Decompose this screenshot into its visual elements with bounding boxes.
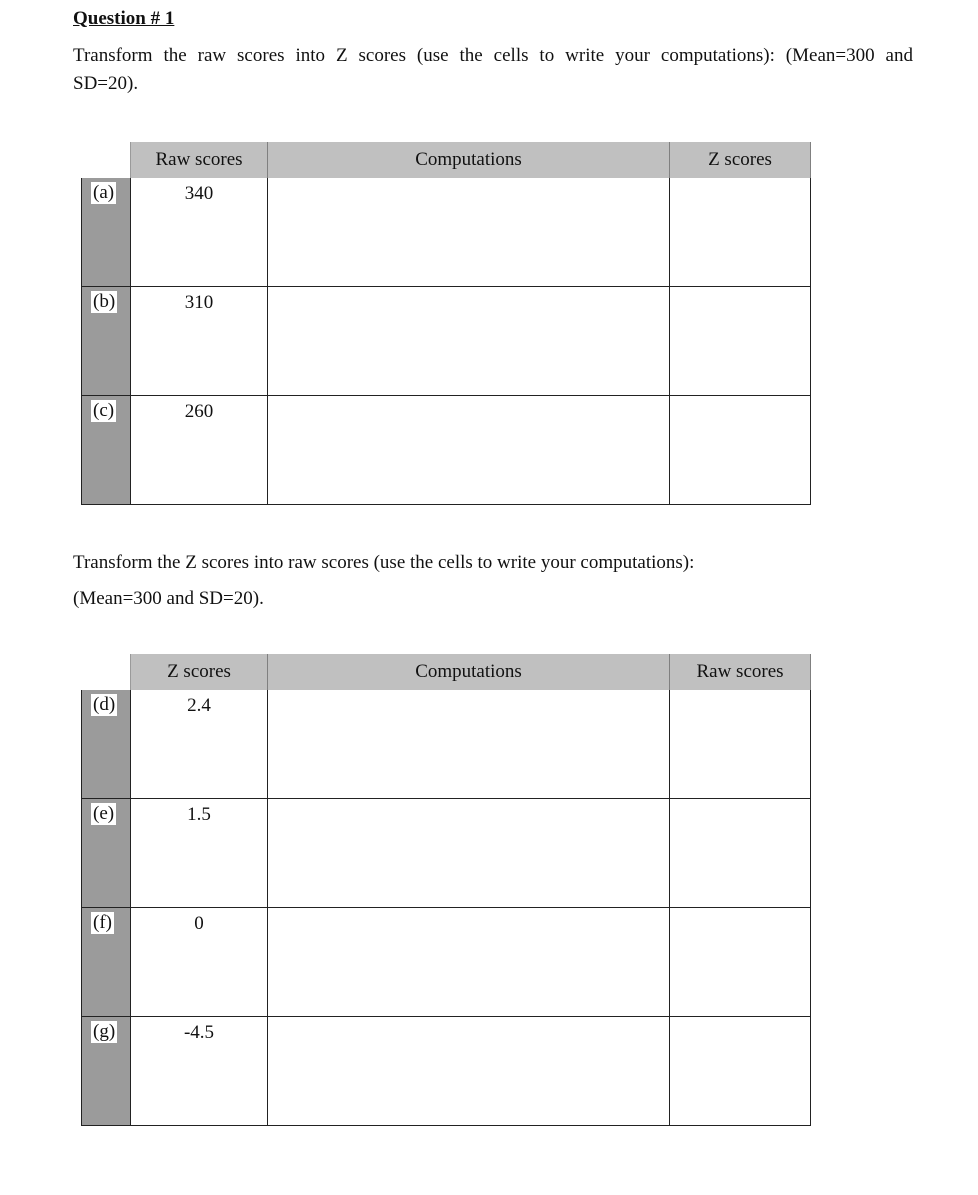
table-row	[82, 690, 811, 799]
raw-score-cell[interactable]	[670, 690, 811, 799]
row-label-cell	[82, 396, 131, 505]
raw-score-cell[interactable]	[670, 1017, 811, 1126]
table-row	[82, 178, 811, 287]
row-label-cell	[82, 799, 131, 908]
section1-instruction-line1: Transform the raw scores into Z scores (use the cells to write your computations): (Mean=300 and	[73, 45, 913, 66]
section2-instructions	[73, 545, 913, 617]
computation-cell[interactable]	[268, 1017, 670, 1126]
z-score-cell: -4.5	[131, 1017, 268, 1126]
header-z-scores: Z scores	[670, 142, 811, 178]
z-score-cell: 1.5	[131, 799, 268, 908]
z-score-cell[interactable]	[670, 396, 811, 505]
table-row	[82, 287, 811, 396]
table-row	[82, 799, 811, 908]
table-row	[82, 908, 811, 1017]
row-label-cell	[82, 690, 131, 799]
header-raw-scores: Raw scores	[670, 654, 811, 690]
section2-instruction-line2: (Mean=300 and SD=20).	[73, 588, 264, 609]
row-label: (g)	[93, 1021, 116, 1042]
raw-score-cell[interactable]	[670, 908, 811, 1017]
raw-score-cell: 340	[131, 178, 268, 287]
header-z-scores: Z scores	[131, 654, 268, 690]
z-score-cell[interactable]	[670, 287, 811, 396]
header-raw-scores: Raw scores	[131, 142, 268, 178]
computation-cell[interactable]	[268, 690, 670, 799]
section2-instruction-line1: Transform the Z scores into raw scores (use the cells to write your computations):	[73, 552, 695, 573]
row-label: (f)	[93, 912, 112, 933]
row-label-cell	[82, 1017, 131, 1126]
row-label-cell	[82, 287, 131, 396]
row-label: (a)	[93, 182, 115, 203]
table-header-row	[82, 142, 811, 178]
z-score-cell[interactable]	[670, 178, 811, 287]
computation-cell[interactable]	[268, 287, 670, 396]
raw-score-cell[interactable]	[670, 799, 811, 908]
table-row	[82, 1017, 811, 1126]
raw-to-z-table	[81, 142, 811, 505]
computation-cell[interactable]	[268, 799, 670, 908]
raw-score-cell: 260	[131, 396, 268, 505]
computation-cell[interactable]	[268, 908, 670, 1017]
table-header-row	[82, 654, 811, 690]
z-to-raw-table	[81, 654, 811, 1126]
table-row	[82, 396, 811, 505]
header-computations: Computations	[268, 654, 670, 690]
header-corner	[82, 142, 131, 178]
computation-cell[interactable]	[268, 396, 670, 505]
row-label: (d)	[93, 694, 116, 715]
row-label-cell	[82, 908, 131, 1017]
row-label: (c)	[93, 400, 115, 421]
row-label: (b)	[93, 291, 116, 312]
section1-instruction-line2: SD=20).	[73, 73, 139, 94]
section1-instructions	[73, 42, 913, 98]
row-label: (e)	[93, 803, 115, 824]
z-score-cell: 2.4	[131, 690, 268, 799]
computation-cell[interactable]	[268, 178, 670, 287]
header-corner	[82, 654, 131, 690]
header-computations: Computations	[268, 142, 670, 178]
z-score-cell: 0	[131, 908, 268, 1017]
raw-score-cell: 310	[131, 287, 268, 396]
question-heading: Question # 1	[73, 8, 175, 29]
row-label-cell	[82, 178, 131, 287]
